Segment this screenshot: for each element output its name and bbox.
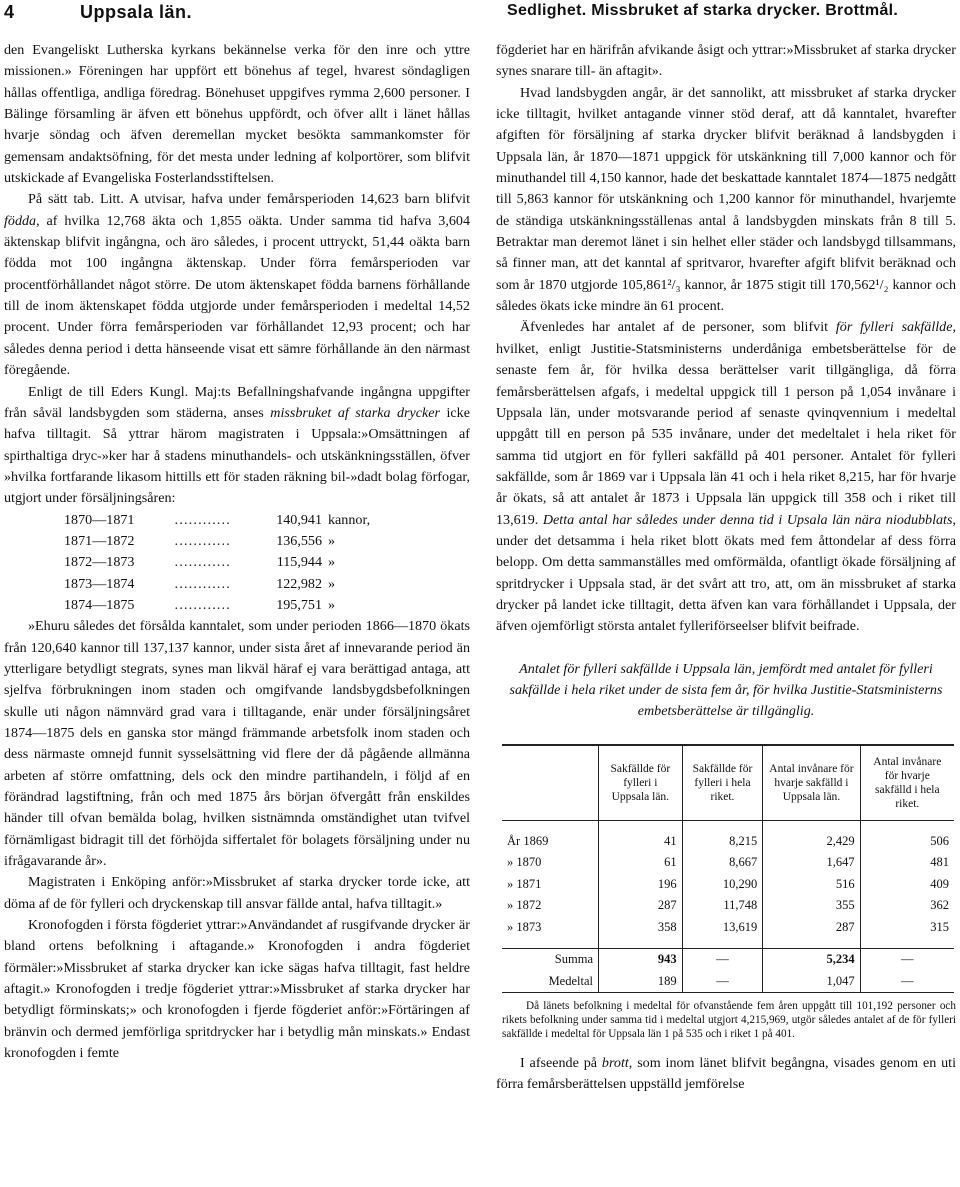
paragraph-mission: den Evangeliskt Lutherska kyrkans bekännelse verka för den inre och yttre missionen.» Föreningen har uppfört ett bönehus af tegel, hvarest söndagligen hållas offentliga, andliga föredrag. Bönehuset uppgifves rymma 2,600 personer. I Bälinge församling är äfven ett bönehus uppfördt, och öfver allt i länet hållas hvarje söndag och äfven deremellan mycket besökta sammankomster för gemensam andaktsöfning, för det mesta under ledning af kolportörer, som blifvit utskickade af Evangeliska Fosterlandsstiftelsen. bbox=[4, 42, 470, 187]
table-row: » 1873 358 13,619 287 315 bbox=[502, 917, 954, 939]
table-row: » 1872 287 11,748 355 362 bbox=[502, 895, 954, 917]
column-header: Sakfällde för fylleri i Uppsala län. bbox=[599, 745, 683, 821]
paragraph-landsbygden: Hvad landsbygden angår, är det sannolikt, att missbruket af starka drycker icke tilltagit, hvilket antagande vinner stöd deraf, att då kanntalet, hvarefter afgiften för försäljning af starka drycker blifvit beräknad å landsbygden i Uppsala län, år 1870—1871 uppgick för utskänkning till 7,000 kannor och för minuthandel till 4,150 kannor, hade det beskattade kanntalet 1874—1875 nedgått till 5,863 kannor för utskänkning och 1,200 kannor för minuthandel, hvarjemte de ständiga utskänkningsställenas antal å landsbygden minskats från 8 till 5. Betraktar man deremot länet i sin helhet eller städer och landsbygd tillsammans, så finner man, att det kanntal af spritvaror, hvarefter afgift blifvit beräknad och som år 1870 utgjorde 105,861²/₃ kannor, år 1875 stigit till 170,562¹/₂ kannor och således ökats icke mindre än 61 procent. bbox=[496, 84, 956, 315]
paragraph-births: På sätt tab. Litt. A utvisar, hafva under femårsperioden 14,623 barn blifvit födda, af hvilka 12,768 äkta och 1,855 oäkta. Under samma tid hafva 3,604 äktenskap blifvit ingångna, och äro således, i procent uttryckt, 51,44 oäkta barn födda mot 100 ingångna äktenskap. Under förra femårsperioden var procentförhållandet något större. De utom äktenskapet födda barnens förhållande till de inom äktenskapet födda utgjorde under femårsperioden i medeltal 14,52 procent. Under förra femårsperioden var förhållandet 12,93 procent; och har således denna period i detta hänseende visat ett sämre förhållande än den närmast föregående. bbox=[4, 191, 470, 379]
table-caption: Antalet för fylleri sakfällde i Uppsala län, jemfördt med antalet för fylleri sakfällde i hela riket under de sista fem år, för hvilka Justitie-Statsministerns embetsberättelse är tillgänglig. bbox=[509, 660, 943, 719]
table-footnote: Då länets befolkning i medeltal för ofvanstående fem åren uppgått till 101,192 personer och rikets befolkning under samma tid i medeltal utgjort 4,215,969, utgör således antalet af de för fylleri sakfällde i medeltal för Uppsala län 1 på 535 och i riket 1 på 401. bbox=[502, 1000, 956, 1041]
column-header bbox=[502, 745, 599, 821]
page-header bbox=[0, 0, 960, 30]
paragraph-fylleri: Äfvenledes har antalet af de personer, som blifvit för fylleri sakfällde, hvilket, enligt Justitie-Statsministerns underdåniga embetsberättelse för de senaste fem år, för hvilka dessa berättelser varit tillgängliga, då förra femårsberättelsen afgafs, i medeltal uppgick till 1 person på 1,054 invånare i Uppsala län, under motsvarande period af senaste qvinqvennium i medeltal uppgått till en person på 535 invånare, under det medeltalet i hela riket för samma tid utgjort en för fylleri sakfälld på 401 personer. Antalet för fylleri sakfällde, som år 1869 var i Uppsala län 41 och i hela riket 8,215, har för hvarje år ökats, så att antalet år 1873 i Uppsala län uppgick till 358 och i riket till 13,619. Detta antal har således under denna tid i Upsala län nära niodubblats, under det detsamma i hela riket blott ökats med fem åttondelar af dess förra belopp. Om detta sammanställes med omförmälda, ofantligt ökade försäljning af spritdrycker i Uppsala stad, är det svårt att tro, att, om än missbruket af starka drycker på landet icke tilltagit, detta äfven kan vara förhållandet i Uppsala, der äfven ojemförligt största antalet fylleriförseelser blifvit beifrade. bbox=[496, 319, 956, 635]
table-row: 1872—1873 ………… 115,944 » bbox=[64, 554, 336, 571]
table-row-medeltal: Medeltal 189 — 1,047 — bbox=[502, 971, 954, 993]
table-header-row bbox=[502, 745, 954, 821]
page-number: 4 bbox=[4, 2, 15, 22]
table-row: 1873—1874 ………… 122,982 » bbox=[64, 575, 336, 592]
table-row: » 1870 61 8,667 1,647 481 bbox=[502, 852, 954, 874]
running-title-left: Uppsala län. bbox=[80, 2, 193, 22]
table-row: 1874—1875 ………… 195,751 » bbox=[64, 596, 336, 613]
right-column bbox=[496, 40, 956, 1096]
paragraph-femte-fogderiet: fögderiet har en härifrån afvikande åsigt och yttrar:»Missbruket af starka drycker synes snarare till- än aftagit». bbox=[496, 42, 956, 80]
table-row: 1871—1872 ………… 136,556 » bbox=[64, 532, 336, 549]
paragraph-drink-reports: Enligt de till Eders Kungl. Maj:ts Befallningshafvande ingångna uppgifter från såväl landsbygden som städerna, anses missbruket af starka drycker icke hafva tilltagit. Så yttrar härom magistraten i Uppsala:»Omsättningen af spirthaltiga dryc-»ker har å stadens minuthandels- och utskänkningsställen, öfver »hvilka fortfarande likasom hittills ett för staden räkning bil-»dadt bolag förfogar, utgjort under försäljningsåren: bbox=[4, 383, 470, 507]
drunkenness-table bbox=[502, 744, 954, 994]
sales-table bbox=[64, 510, 408, 617]
table-row: » 1871 196 10,290 516 409 bbox=[502, 874, 954, 896]
paragraph-brott: I afseende på brott, som inom länet blifvit begångna, visades genom en uti förra femårsberättelsen uppställd jemförelse bbox=[496, 1055, 956, 1093]
table-row: År 1869 41 8,215 2,429 506 bbox=[502, 831, 954, 853]
column-header: Antal invånare för hvarje sakfälld i Uppsala län. bbox=[763, 745, 860, 821]
left-column bbox=[4, 40, 470, 1065]
column-header: Sakfällde för fylleri i hela riket. bbox=[682, 745, 763, 821]
paragraph-uppsala-consumption: »Ehuru således det försålda kanntalet, som under perioden 1866—1870 ökats från 120,640 kannor till 137,137 kannor, under sista året af innevarande period än ytterligare betydligt stegrats, synes man likväl häraf ej vara berättigad antaga, att sjelfva förbrukningen inom staden och omgifvande landsbygdsbefolkningen skulle uti någon nämnvärd grad vara i tilltagande, enär under försäljningsåret 1874—1875 dels en ganska stor mängd främmande arbetsfolk inom staden och dess närmaste omnejd funnit sysselsättning vid flere der då pågående allmänna arbeten af större omfattning, dels ock den mindre partihandeln, i följd af en förändrad lagstiftning, från och med 1875 års början öfvergått från enskildes händer till ofvan bemälda bolag, hvilken sistnämnda omständighet utan tvifvel förnämligast bidragit till det förhöjda siffertalet för bolagets försäljning under nu ifrågavarande år». bbox=[4, 618, 470, 870]
paragraph-enkoping: Magistraten i Enköping anför:»Missbruket af starka drycker torde icke, att döma af de för fylleri och dryckenskap till ansvar fällde antal, hafva tilltagit.» bbox=[4, 874, 470, 912]
table-row-summa: Summa 943 — 5,234 — bbox=[502, 949, 954, 971]
paragraph-kronofogdar: Kronofogden i första fögderiet yttrar:»Användandet af rusgifvande drycker är bland ortens befolkning i aftagande.» Kronofogden i andra fögderiet förmäler:»Missbruket af starka drycker kan icke sägas hafva tilltagit, fast heldre aftagit.» Kronofogden i tredje fögderiet yttrar:»Missbruket af starka drycker har betydligt förminskats;» och kronofogden i fjerde fögderiet anför:»Förtäringen af bränvin och dermed jemförliga spritdrycker har i betydlig mån minskats.» Endast kronofogden i femte bbox=[4, 917, 470, 1062]
table-row: 1870—1871 ………… 140,941 kannor, bbox=[64, 511, 371, 528]
column-header: Antal invånare för hvarje sakfälld i hela riket. bbox=[860, 745, 954, 821]
running-title-right: Sedlighet. Missbruket af starka drycker. Brottmål. bbox=[507, 2, 899, 19]
